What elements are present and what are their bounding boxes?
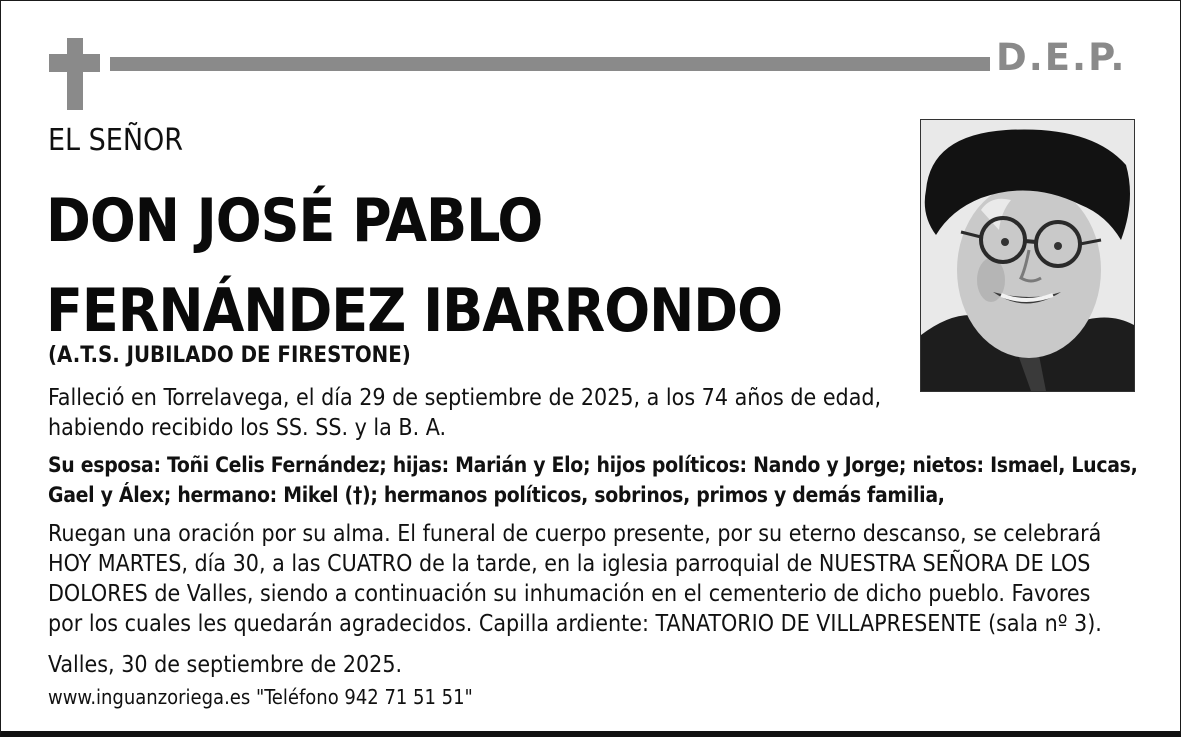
family-paragraph: [48, 450, 1138, 510]
header-rule: [110, 57, 990, 71]
funeral-line: Ruegan una oración por su alma. El funeral de cuerpo presente, por su eterno descanso, se celebrará: [48, 521, 1102, 547]
salutation: EL SEÑOR: [48, 123, 184, 158]
deceased-name: [46, 176, 782, 356]
portrait-photo: [920, 119, 1135, 392]
funeral-line: por los cuales les quedarán agradecidos. Capilla ardiente: TANATORIO DE VILLAPRESENTE (sala nº 3).: [48, 611, 1102, 637]
place-date: Valles, 30 de septiembre de 2025.: [48, 652, 403, 678]
death-line: Falleció en Torrelavega, el día 29 de septiembre de 2025, a los 74 años de edad,: [48, 385, 882, 411]
funeral-line: DOLORES de Valles, siendo a continuación su inhumación en el cementerio de dicho pueblo. Favores: [48, 581, 1091, 607]
funeral-line: HOY MARTES, día 30, a las CUATRO de la tarde, en la iglesia parroquial de NUESTRA SEÑORA DE LOS: [48, 551, 1091, 577]
funeral-paragraph: [48, 519, 1102, 639]
latin-cross-icon: [67, 38, 83, 110]
deceased-name-line-2: FERNÁNDEZ IBARRONDO: [46, 276, 782, 346]
contact-info: www.inguanzoriega.es "Teléfono 942 71 51 51": [48, 685, 473, 709]
occupation: (A.T.S. JUBILADO DE FIRESTONE): [48, 343, 411, 368]
family-line: Su esposa: Toñi Celis Fernández; hijas: Marián y Elo; hijos políticos: Nando y Jorge; nietos: Ismael, Lucas,: [48, 453, 1138, 477]
deceased-name-line-1: DON JOSÉ PABLO: [46, 186, 543, 256]
death-line: habiendo recibido los SS. SS. y la B. A.: [48, 415, 447, 441]
family-line: Gael y Álex; hermano: Mikel (†); hermanos políticos, sobrinos, primos y demás familia,: [48, 483, 945, 507]
death-paragraph: [48, 383, 881, 443]
latin-cross-icon-bar: [49, 54, 100, 72]
dep-label: D.E.P.: [996, 36, 1127, 79]
